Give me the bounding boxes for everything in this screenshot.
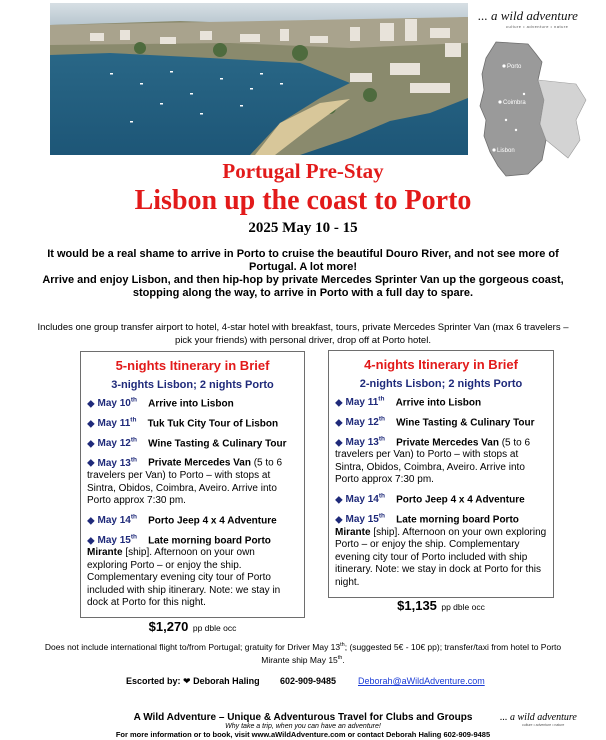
disclaimer-sup: th	[337, 654, 343, 661]
itinerary-activity: Late morning board Porto Mirante	[335, 514, 519, 538]
disclaimer-text	[40, 640, 566, 666]
price-block	[81, 618, 304, 636]
brand-logo	[478, 8, 584, 29]
itinerary-activity: Private Mercedes Van	[396, 436, 499, 448]
itinerary-activity: Arrive into Lisbon	[395, 397, 482, 409]
disclaimer-part: ; (suggested 5€ - 10€ pp); transfer/taxi from hotel to Porto Mirante ship May 15	[261, 641, 562, 665]
itinerary-subtitle: 2-nights Lisbon; 2 nights Porto	[359, 378, 523, 390]
itinerary-activity: Porto Jeep 4 x 4 Adventure	[396, 494, 525, 506]
itinerary-day: May 11th	[97, 416, 137, 430]
itinerary-description: (5 to 6 travelers per Van) to Porto – with stops at Sintra, Obidos, Coimbra, Aveiro. Arrive into Porto approx 7:30 pm.	[335, 436, 531, 486]
itinerary-activity: Porto Jeep 4 x 4 Adventure	[148, 515, 277, 527]
itinerary-description: [ship]. Afternoon on your own exploring Porto – or enjoy the ship. Complementary evening city tour of Porto included with ship itinerary. Note: we stay in dock at Porto for this night.	[335, 526, 547, 588]
itinerary-item	[81, 532, 304, 610]
footer-logo-tagline: culture • adventure • nature	[522, 723, 565, 727]
disclaimer-part: .	[342, 654, 345, 665]
itinerary-item	[81, 415, 304, 431]
itinerary-item	[329, 491, 553, 507]
itinerary-activity: Arrive into Lisbon	[148, 398, 234, 410]
itinerary-day: May 15th	[345, 512, 385, 526]
itinerary-item	[329, 394, 553, 410]
footer-tagline: Why take a trip, when you can have an adventure!	[225, 723, 381, 730]
diamond-bullet-icon: ◆	[87, 418, 95, 430]
intro-text	[40, 248, 566, 300]
itinerary-description: (5 to 6 travelers per Van) to Porto – with stops at Sintra, Obidos, Coimbra, Aveiro. Arrive into Porto approx 7:30 pm.	[87, 457, 283, 507]
itinerary-item	[81, 454, 304, 507]
diamond-bullet-icon: ◆	[87, 534, 95, 546]
footer-logo-text: ... a wild adventure	[500, 712, 577, 723]
price-note: pp dble occ	[441, 602, 485, 613]
includes-text: Includes one group transfer airport to hotel, 4-star hotel with breakfast, tours, private Mercedes Sprinter Van (max 6 travelers – pick your friends) with personal driver, drop off at Porto hotel.	[37, 322, 569, 346]
map-label-coimbra: Coimbra	[503, 100, 526, 106]
diamond-bullet-icon: ◆	[335, 436, 343, 448]
diamond-bullet-icon: ◆	[335, 397, 343, 409]
price-amount: $1,135	[397, 598, 437, 614]
diamond-bullet-icon: ◆	[87, 398, 95, 410]
itinerary-subtitle: 3-nights Lisbon; 2 nights Porto	[111, 379, 274, 391]
itinerary-day: May 13th	[345, 435, 385, 448]
footer-brand: A Wild Adventure – Unique & Adventurous Travel for Clubs and Groups	[133, 712, 473, 723]
itinerary-item	[81, 395, 304, 411]
itinerary-activity: Wine Tasting & Culinary Tour	[396, 417, 535, 429]
diamond-bullet-icon: ◆	[87, 457, 95, 469]
itinerary-title: 5-nights Itinerary in Brief	[115, 358, 270, 373]
diamond-bullet-icon: ◆	[87, 515, 95, 527]
heart-icon: ❤	[183, 676, 191, 686]
itinerary-item	[329, 434, 553, 487]
footer-logo	[500, 712, 590, 727]
itinerary-list	[329, 394, 553, 589]
intro-line-1: It would be a real shame to arrive in Porto to cruise the beautiful Douro River, and not see more of Portugal. A lot more!	[47, 248, 559, 273]
logo-tagline: culture • adventure • nature	[506, 24, 569, 29]
itinerary-day: May 11th	[345, 396, 385, 409]
itinerary-item	[81, 435, 304, 451]
itinerary-item	[329, 414, 553, 430]
itinerary-day: May 12th	[345, 415, 385, 429]
itinerary-activity: Tuk Tuk City Tour of Lisbon	[147, 418, 279, 430]
escort-label: Escorted by:	[126, 676, 181, 686]
portugal-map	[476, 40, 594, 178]
price-amount: $1,270	[148, 618, 189, 634]
itinerary-day: May 15th	[97, 533, 137, 546]
itinerary-activity: Late morning board Porto Mirante	[87, 534, 271, 559]
itinerary-day: May 12th	[97, 436, 137, 449]
escort-line	[126, 676, 260, 687]
escort-name: Deborah Haling	[193, 676, 260, 686]
hero-coastal-photo	[50, 3, 468, 155]
pre-stay-title: Portugal Pre-Stay	[222, 159, 384, 183]
disclaimer-sup: th	[340, 642, 345, 648]
itinerary-day: May 13th	[97, 456, 137, 469]
itinerary-activity: Private Mercedes Van	[148, 457, 251, 469]
itinerary-description: [ship]. Afternoon on your own exploring Porto – or enjoy the ship. Complementary evening city tour of Porto included with ship itinerary. Note: we stay in dock at Porto for this night.	[87, 547, 281, 609]
main-title: Lisbon up the coast to Porto	[134, 185, 472, 216]
escort-phone: 602-909-9485	[280, 676, 337, 686]
itinerary-day: May 10th	[97, 397, 137, 410]
trip-dates: 2025 May 10 - 15	[248, 220, 358, 236]
itinerary-title: 4-nights Itinerary in Brief	[364, 357, 518, 372]
itinerary-day: May 14th	[345, 492, 385, 506]
disclaimer-part: Does not include international flight to/from Portugal; gratuity for Driver May 13	[44, 641, 341, 652]
footer-info: For more information or to book, visit www.aWildAdventure.com or contact Deborah Haling 602-909-9485	[115, 730, 491, 739]
itinerary-list	[81, 395, 304, 610]
itinerary-item	[81, 512, 304, 528]
itinerary-day: May 14th	[97, 513, 137, 527]
map-label-porto: Porto	[507, 64, 522, 70]
logo-text: ... a wild adventure	[478, 8, 578, 23]
itinerary-item	[329, 511, 553, 589]
diamond-bullet-icon: ◆	[335, 514, 343, 526]
diamond-bullet-icon: ◆	[335, 417, 343, 429]
price-block	[329, 597, 553, 615]
itinerary-5-nights-box	[80, 351, 305, 634]
map-label-lisbon: Lisbon	[497, 148, 515, 154]
escort-email-link[interactable]: Deborah@aWildAdventure.com	[358, 676, 485, 686]
diamond-bullet-icon: ◆	[87, 437, 95, 449]
itinerary-activity: Wine Tasting & Culinary Tour	[148, 437, 287, 449]
price-note: pp dble occ	[192, 622, 237, 633]
diamond-bullet-icon: ◆	[335, 494, 343, 506]
itinerary-4-nights-box	[328, 350, 554, 614]
intro-line-2: Arrive and enjoy Lisbon, and then hip-hop by private Mercedes Sprinter Van up the gorgeous coast, stopping along the way, to arrive in Porto with a full day to spare.	[42, 274, 564, 299]
